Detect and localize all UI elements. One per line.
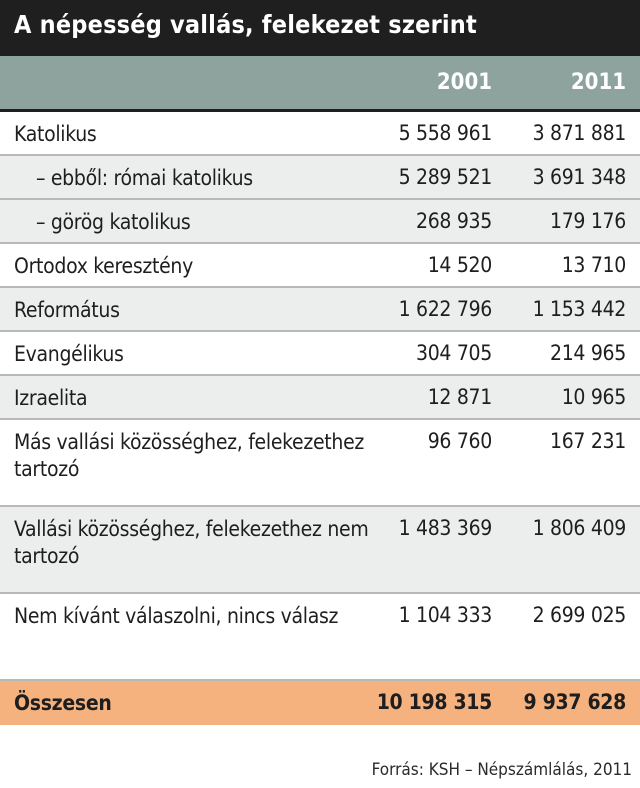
value-2001: 304 705 [415,341,492,365]
value-2001: 5 558 961 [398,121,492,145]
table-row [0,507,640,594]
table-row [0,332,640,376]
total-row [0,681,640,725]
value-2011: 1 153 442 [532,297,626,321]
table-row [0,288,640,332]
value-2011: 167 231 [549,429,626,453]
table-row [0,420,640,507]
column-header-2011: 2011 [570,70,626,95]
row-label: – ebből: római katolikus [36,166,253,190]
value-2011: 3 691 348 [532,165,626,189]
row-label: – görög katolikus [36,210,191,234]
value-2001: 268 935 [415,209,492,233]
value-2011: 214 965 [549,341,626,365]
value-2011: 2 699 025 [532,603,626,627]
value-2001: 5 289 521 [398,165,492,189]
total-label: Összesen [14,691,112,715]
value-2001: 96 760 [427,429,492,453]
row-label: Református [14,298,120,322]
row-label: Nem kívánt válaszolni, nincs válasz [14,604,339,628]
source-note: Forrás: KSH – Népszámlálás, 2011 [371,760,632,780]
value-2011: 10 965 [561,385,626,409]
value-2001: 1 483 369 [398,516,492,540]
table-row [0,200,640,244]
total-2001: 10 198 315 [376,690,492,714]
value-2001: 1 622 796 [398,297,492,321]
value-2011: 1 806 409 [532,516,626,540]
table-body [0,112,640,725]
value-2011: 13 710 [561,253,626,277]
row-label: Katolikus [14,122,97,146]
row-label: Vallási közösséghez, felekezethez nem tartozó [14,517,369,568]
table-row [0,156,640,200]
table-row [0,594,640,681]
row-label: Izraelita [14,386,88,410]
row-label: Evangélikus [14,342,124,366]
table-title: A népesség vallás, felekezet szerint [0,0,640,56]
table-row [0,112,640,156]
value-2001: 12 871 [427,385,492,409]
row-label: Más vallási közösséghez, felekezethez tartozó [14,430,365,481]
table-row [0,244,640,288]
value-2011: 179 176 [549,209,626,233]
total-2011: 9 937 628 [523,690,626,714]
column-header-2001: 2001 [436,70,492,95]
row-label: Ortodox keresztény [14,254,193,278]
value-2001: 1 104 333 [398,603,492,627]
column-header-row [0,56,640,112]
value-2011: 3 871 881 [532,121,626,145]
value-2001: 14 520 [427,253,492,277]
table-row [0,376,640,420]
